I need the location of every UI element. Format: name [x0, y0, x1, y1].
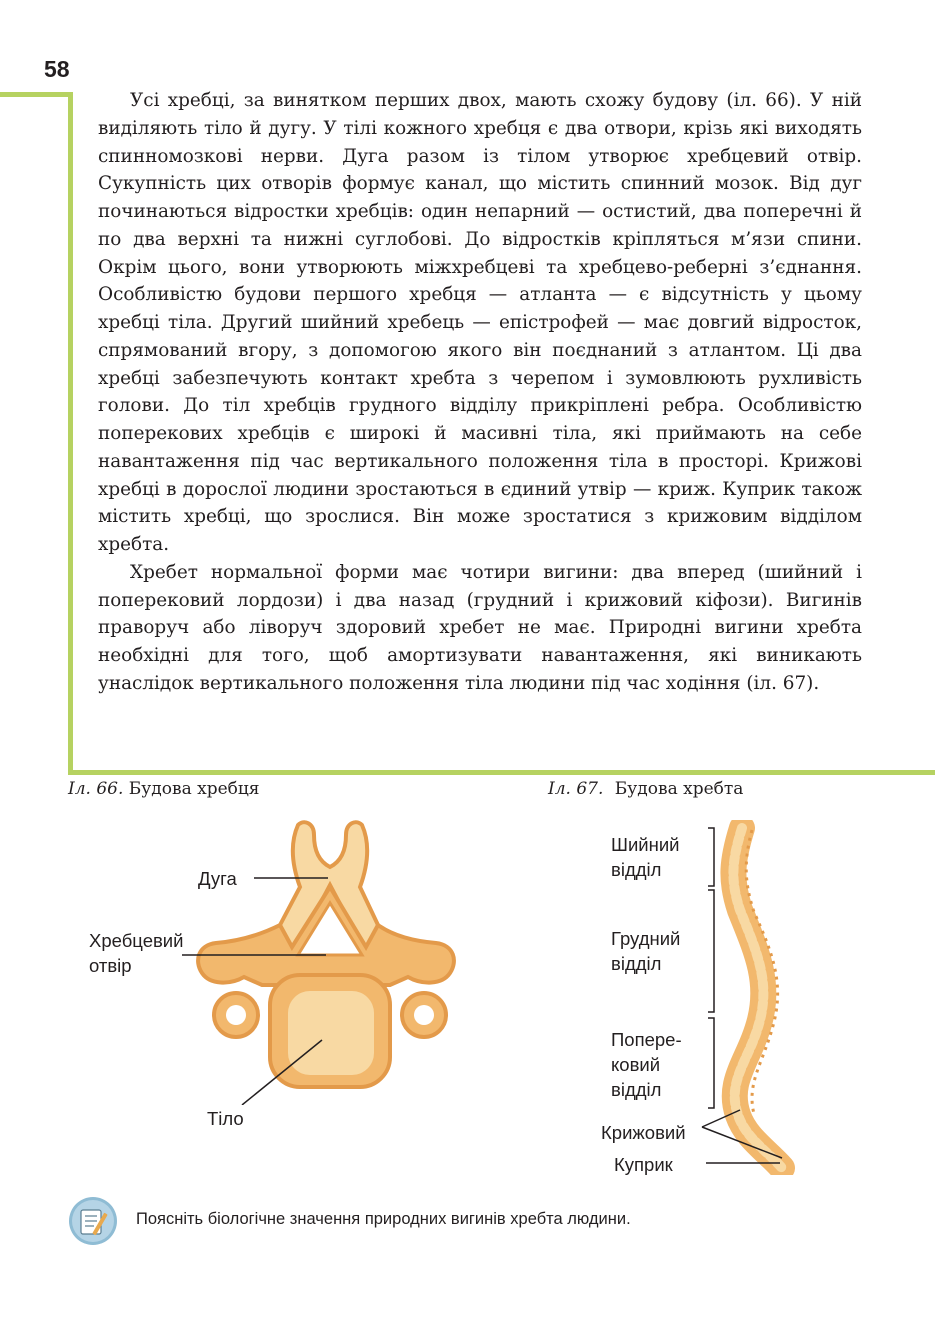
thoracic-bracket: [708, 890, 714, 1012]
vertebra-illustration: [180, 815, 470, 1105]
task-notebook-icon: [68, 1196, 118, 1246]
task-question: Поясніть біологічне значення природних вигинів хребта людини.: [136, 1210, 631, 1228]
label-foramen-line2: отвір: [89, 955, 132, 976]
label-lumbar-line3: відділ: [611, 1079, 662, 1100]
label-coccyx: Куприк: [614, 1154, 673, 1175]
label-thoracic-line2: відділ: [611, 953, 662, 974]
label-cervical-line2: відділ: [611, 859, 662, 880]
label-arch: Дуга: [198, 868, 237, 889]
figure66-caption: [68, 779, 260, 799]
lumbar-bracket: [708, 1018, 714, 1108]
label-lumbar-line2: ковий: [611, 1054, 661, 1075]
vertebral-body-surface: [288, 991, 374, 1075]
right-transverse-foramen: [414, 1005, 434, 1025]
left-transverse-foramen: [226, 1005, 246, 1025]
label-body: Тіло: [207, 1108, 244, 1129]
figure67-number: Іл. 67.: [548, 779, 604, 799]
figure66-number: Іл. 66.: [68, 779, 124, 799]
figure66-title: Будова хребця: [128, 779, 260, 799]
figure67-title: Будова хребта: [614, 779, 744, 799]
label-thoracic-line1: Грудний: [611, 928, 681, 949]
page-number: 58: [44, 56, 70, 82]
label-foramen-line1: Хребцевий: [89, 930, 184, 951]
label-cervical-line1: Шийний: [611, 834, 680, 855]
figure67-caption: [548, 779, 743, 799]
frame-accent-top: [0, 92, 72, 97]
frame-accent-bottom: [68, 770, 935, 775]
frame-accent-left: [68, 92, 73, 775]
label-lumbar-line1: Попере-: [611, 1029, 682, 1050]
label-sacral: Крижовий: [601, 1122, 686, 1143]
paragraph-spine-curves: Хребет нормальної форми має чотири вигини: два вперед (шийний і поперековий лордози) і два назад (грудний і крижовий кіфози). Вигинів праворуч або ліворуч здоровий хребет не має. Природні вигини хребта необхідні для того, щоб амортизувати навантаження, які виникають унаслідок вертикального положення тіла людини під час ходіння (іл. 67).: [98, 561, 862, 694]
main-text: [98, 87, 862, 698]
paragraph-vertebra: Усі хребці, за винятком перших двох, мають схожу будову (іл. 66). У ній виділяють тіло й дугу. У тілі кожного хребця є два отвори, крізь які виходять спинномозкові нерви. Дуга разом із тілом утворює хребцевий отвір. Сукупність цих отворів формує канал, що містить спинний мозок. Від дуг починаються відростки хребців: один непарний — остистий, два поперечні й по два верхні та нижні суглобові. До відростків кріпляться м’язи спини. Окрім цього, вони утворюють міжхребцеві та хребцево-реберні з’єднання. Особливістю будови першого хребця — атланта — є відсутність у цьому хребці тіла. Другий шийний хребець — епістрофей — має довгий відросток, спрямований вгору, з допомогою якого він поєднаний з атлантом. Ці два хребці забезпечують контакт хребта з черепом і зумовлюють рухливість голови. До тіл хребців грудного відділу прикріплені ребра. Особливістю поперекових хребців є широкі й масивні тіла, які приймають на себе навантаження під час вертикального положення тіла в просторі. Крижові хребці в дорослої людини зростаються в єдиний утвір — криж. Куприк також містить хребці, що зрослися. Він може зростатися з крижовим відділом хребта.: [98, 90, 862, 555]
cervical-bracket: [708, 828, 714, 886]
